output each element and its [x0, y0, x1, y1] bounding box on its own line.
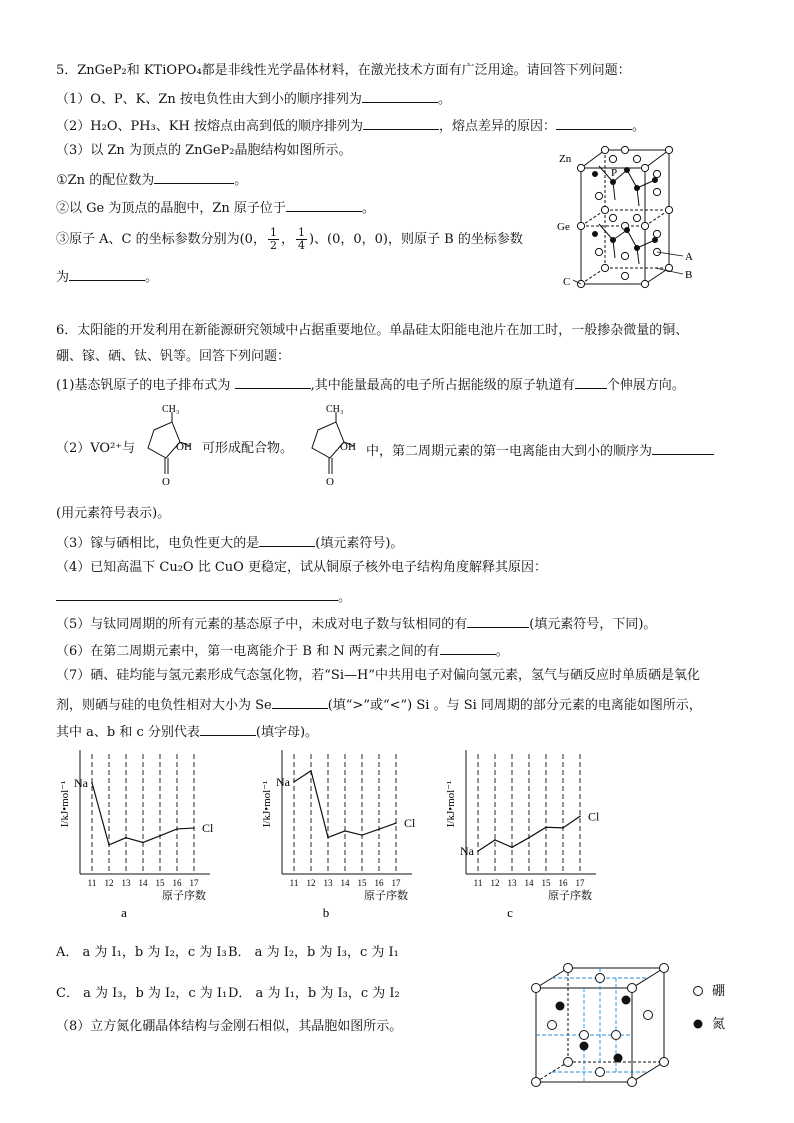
q5-part3c-line2: 为 。	[56, 266, 158, 287]
x-tick-label: 14	[340, 878, 350, 888]
data-point	[378, 828, 380, 830]
oh-label: OH	[176, 441, 192, 453]
data-point	[108, 844, 110, 846]
ch3-label: CH₃	[326, 404, 344, 415]
answer-blank[interactable]	[259, 532, 315, 547]
q5-part3: （3）以 Zn 为顶点的 ZnGeP₂晶胞结构如图所示。	[56, 143, 352, 158]
q6-part2-line2: (用元素符号表示)。	[56, 506, 171, 521]
q6-part6: （6）在第二周期元素中，第一电离能介于 B 和 N 两元素之间的有 。	[56, 640, 509, 661]
x-tick-label: 12	[490, 878, 500, 888]
x-tick-label: 17	[391, 878, 401, 888]
data-point	[579, 815, 581, 817]
option-d[interactable]: D． a 为 I₁，b 为 I₃，c 为 I₂	[228, 986, 400, 1001]
data-point	[361, 834, 363, 836]
q5-stem: 5．ZnGeP₂和 KTiOPO₄都是非线性光学晶体材料，在激光技术方面有广泛用途。请回答下列问题：	[56, 63, 631, 78]
x-tick-label: 14	[524, 878, 534, 888]
data-point	[293, 781, 295, 783]
start-label: Na	[276, 774, 290, 789]
q6-part4-answer: 。	[56, 586, 351, 607]
y-axis-label: I/kJ•mol⁻¹	[445, 780, 457, 828]
q6-part2-mid: 可形成配合物。	[202, 441, 294, 456]
label-zn: Zn	[559, 153, 572, 165]
bn-unit-cell-figure	[520, 958, 760, 1088]
q5-part2: （2）H₂O、PH₃、KH 按熔点由高到低的顺序排列为 ，熔点差异的原因： 。	[56, 115, 645, 136]
answer-blank[interactable]	[69, 266, 145, 281]
x-tick-label: 15	[541, 878, 551, 888]
x-tick-label: 13	[323, 878, 333, 888]
q6-part7-line3: 其中 a、b 和 c 分别代表 (填字母)。	[56, 721, 318, 742]
x-tick-label: 16	[172, 878, 182, 888]
q6-part7-line1: （7）硒、硅均能与氢元素形成气态氢化物，若“Si—H”中共用电子对偏向氢元素，氢气与硒反应时单质硒是氧化	[56, 668, 700, 683]
fraction: $\frac{1}{2}$	[269, 226, 277, 252]
boron-legend-marker	[694, 987, 703, 996]
answer-blank[interactable]	[154, 169, 234, 184]
x-tick-label: 16	[558, 878, 568, 888]
nitrogen-legend-marker	[694, 1020, 703, 1029]
q6-part5: （5）与钛同周期的所有元素的基态原子中，未成对电子数与钛相同的有 (填元素符号，下同)。	[56, 613, 656, 634]
q6-part8: （8）立方氮化硼晶体结构与金刚石相似，其晶胞如图所示。	[56, 1019, 403, 1034]
oh-label: OH	[340, 441, 356, 453]
data-point	[545, 826, 547, 828]
q5-part1: （1）O、P、K、Zn 按电负性由大到小的顺序排列为 。	[56, 88, 451, 109]
x-tick-label: 11	[473, 878, 483, 888]
data-point	[494, 839, 496, 841]
label-p: P	[611, 167, 618, 179]
data-point	[562, 827, 564, 829]
q5-part3a: ①Zn 的配位数为 。	[56, 169, 247, 190]
answer-blank[interactable]	[440, 640, 496, 655]
answer-blank[interactable]	[235, 374, 311, 389]
answer-blank[interactable]	[556, 115, 632, 130]
data-point	[91, 782, 93, 784]
legend-nitrogen: 氮	[712, 1016, 726, 1031]
end-label: Cl	[588, 809, 600, 824]
zngep2-unit-cell-figure	[555, 144, 715, 304]
ionization-chart-b	[258, 744, 436, 922]
ch3-label: CH₃	[162, 404, 180, 415]
molecule-structure-1	[136, 402, 206, 488]
x-tick-label: 14	[138, 878, 148, 888]
q6-part2-post: 中，第二周期元素的第一电离能由大到小的顺序为	[366, 440, 714, 461]
answer-blank[interactable]	[652, 440, 714, 455]
q5-part3c: ③原子 A、C 的坐标参数分别为(0， $\frac{1}{2}$ ， $\frac{1}{4}$ )、(0，0，0)，则原子 B 的坐标参数	[56, 226, 523, 252]
label-c: C	[563, 276, 571, 288]
answer-blank[interactable]	[272, 694, 328, 709]
ionization-chart-c	[442, 744, 620, 922]
x-tick-label: 16	[374, 878, 384, 888]
label-ge: Ge	[557, 221, 570, 233]
q6-stem-line2: 硼、镓、硒、钛、钒等。回答下列问题：	[56, 349, 291, 364]
data-point	[125, 837, 127, 839]
x-tick-label: 13	[507, 878, 517, 888]
end-label: Cl	[202, 821, 214, 836]
start-label: Na	[460, 844, 474, 859]
data-point	[327, 837, 329, 839]
data-point	[142, 842, 144, 844]
y-axis-label: I/kJ•mol⁻¹	[261, 780, 273, 828]
answer-blank[interactable]	[467, 613, 529, 628]
o-label: O	[162, 476, 170, 488]
x-axis-label: 原子序数	[364, 890, 408, 902]
option-a[interactable]: A． a 为 I₁，b 为 I₂，c 为 I₃	[56, 945, 227, 960]
chart-title: a	[121, 905, 127, 920]
data-point	[193, 827, 195, 829]
x-tick-label: 11	[289, 878, 299, 888]
end-label: Cl	[404, 816, 416, 831]
data-point	[176, 828, 178, 830]
o-label: O	[326, 476, 334, 488]
data-point	[511, 847, 513, 849]
answer-blank[interactable]	[200, 721, 256, 736]
q6-part3: （3）镓与硒相比，电负性更大的是 (填元素符号)。	[56, 532, 403, 553]
q6-part1: (1)基态钒原子的电子排布式为 ,其中能量最高的电子所占据能级的原子轨道有 个伸展方向。	[56, 374, 685, 395]
answer-blank[interactable]	[56, 586, 338, 601]
x-tick-label: 15	[155, 878, 165, 888]
x-tick-label: 15	[357, 878, 367, 888]
q6-stem-line1: 6．太阳能的开发利用在新能源研究领域中占据重要地位。单晶硅太阳能电池片在加工时，一般掺杂微量的铜、	[56, 323, 689, 338]
label-b: B	[685, 269, 693, 281]
ionization-chart-a	[56, 744, 234, 922]
x-tick-label: 17	[189, 878, 199, 888]
option-b[interactable]: B． a 为 I₂，b 为 I₃，c 为 I₁	[228, 945, 399, 960]
answer-blank[interactable]	[362, 88, 438, 103]
data-point	[310, 770, 312, 772]
x-tick-label: 13	[121, 878, 131, 888]
start-label: Na	[74, 775, 88, 790]
label-a: A	[685, 251, 693, 263]
data-point	[477, 850, 479, 852]
data-point	[159, 835, 161, 837]
x-tick-label: 12	[306, 878, 316, 888]
legend-boron: 硼	[712, 983, 726, 998]
data-point	[344, 830, 346, 832]
y-axis-label: I/kJ•mol⁻¹	[59, 780, 71, 828]
q6-part7-line2: 剂，则硒与硅的电负性相对大小为 Se (填“>”或“<”) Si 。与 Si 同周期的部分元素的电离能如图所示，	[56, 694, 702, 715]
x-axis-label: 原子序数	[162, 890, 206, 902]
answer-blank[interactable]	[363, 115, 439, 130]
x-axis-label: 原子序数	[548, 890, 592, 902]
chart-title: c	[507, 905, 513, 920]
molecule-structure-2	[300, 402, 370, 488]
x-tick-label: 17	[575, 878, 585, 888]
x-tick-label: 11	[87, 878, 97, 888]
answer-blank[interactable]	[286, 197, 362, 212]
data-point	[395, 822, 397, 824]
q5-part3b: ②以 Ge 为顶点的晶胞中，Zn 原子位于 。	[56, 197, 375, 218]
fraction: $\frac{1}{4}$	[297, 226, 305, 252]
q6-part2-pre: （2）VO²⁺与	[56, 441, 136, 456]
option-c[interactable]: C． a 为 I₃，b 为 I₂，c 为 I₁	[56, 986, 228, 1001]
answer-blank[interactable]	[575, 374, 607, 389]
x-tick-label: 12	[104, 878, 114, 888]
q6-part4: （4）已知高温下 Cu₂O 比 CuO 更稳定，试从铜原子核外电子结构角度解释其原因：	[56, 560, 547, 575]
data-point	[528, 837, 530, 839]
chart-title: b	[322, 905, 330, 920]
